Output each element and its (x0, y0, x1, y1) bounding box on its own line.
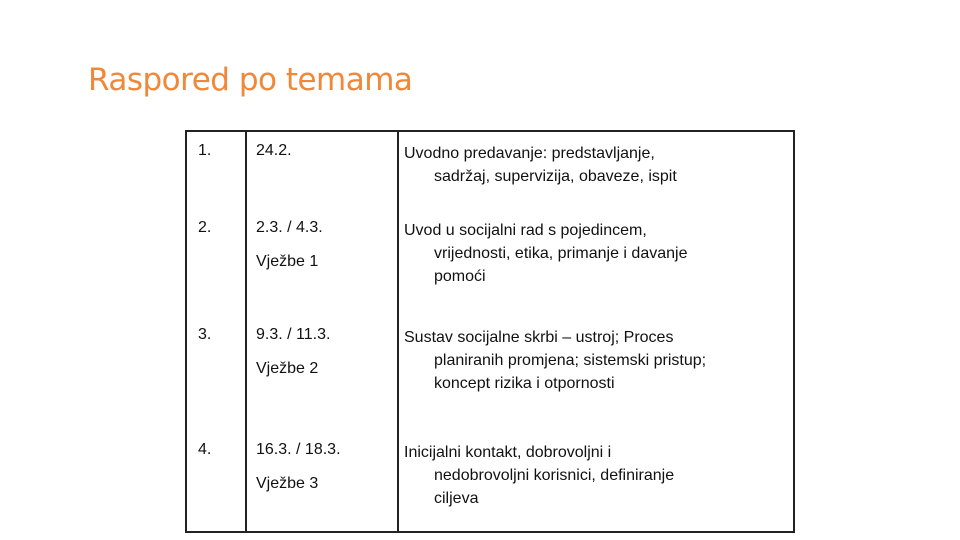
row-date: 16.3. / 18.3. (256, 441, 341, 458)
topic-line: sadržaj, supervizija, obaveze, ispit (434, 168, 677, 185)
row-number: 2. (186, 209, 246, 316)
row-session: Vježbe 2 (256, 360, 319, 377)
topic-line: Inicijalni kontakt, dobrovoljni i (404, 444, 612, 461)
row-date-cell (246, 131, 398, 209)
topic-line: planiranih promjena; sistemski pristup; (434, 352, 707, 369)
row-date: 9.3. / 11.3. (256, 326, 331, 343)
topic-line: pomoći (434, 268, 486, 285)
row-date: 24.2. (256, 142, 292, 159)
row-session: Vježbe 1 (256, 253, 319, 270)
topic-line: Uvodno predavanje: predstavljanje, (404, 145, 655, 162)
table-row (186, 131, 794, 209)
table-row (186, 316, 794, 431)
topic-line: Sustav socijalne skrbi – ustroj; Proces (404, 329, 674, 346)
table-row (186, 431, 794, 532)
row-session: Vježbe 3 (256, 475, 319, 492)
row-topic (398, 131, 794, 209)
schedule-table (185, 130, 795, 533)
row-topic (398, 316, 794, 431)
table-row (186, 209, 794, 316)
row-date-cell (246, 209, 398, 316)
topic-line: vrijednosti, etika, primanje i davanje (434, 245, 688, 262)
topic-line: Uvod u socijalni rad s pojedincem, (404, 222, 647, 239)
row-topic (398, 209, 794, 316)
slide-title: Raspored po temama (88, 62, 413, 98)
row-number: 3. (186, 316, 246, 431)
row-number: 4. (186, 431, 246, 532)
row-date: 2.3. / 4.3. (256, 219, 323, 236)
row-date-cell (246, 316, 398, 431)
topic-line: ciljeva (434, 490, 479, 507)
row-topic (398, 431, 794, 532)
row-number: 1. (186, 131, 246, 209)
topic-line: nedobrovoljni korisnici, definiranje (434, 467, 675, 484)
row-date-cell (246, 431, 398, 532)
topic-line: koncept rizika i otpornosti (434, 375, 615, 392)
